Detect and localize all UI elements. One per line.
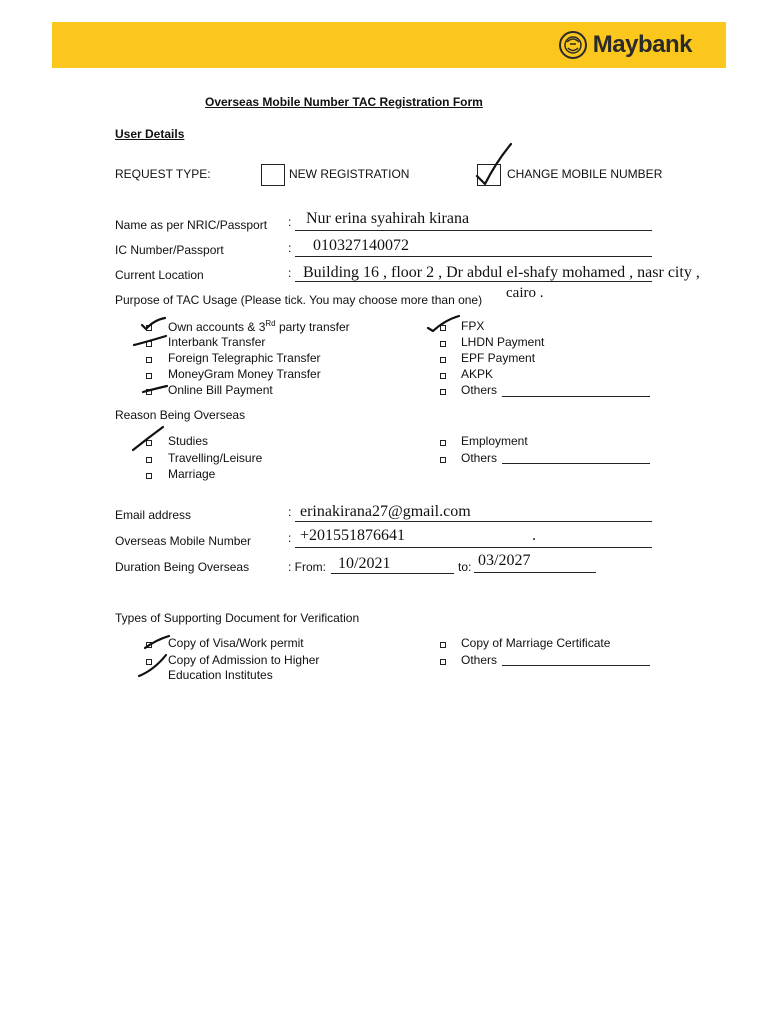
moneygram-checkbox[interactable] — [146, 373, 152, 379]
to-underline — [474, 572, 596, 573]
ic-colon: : — [288, 241, 292, 255]
admission-label-line1: Copy of Admission to Higher — [168, 653, 320, 667]
epf-label: EPF Payment — [461, 351, 536, 365]
name-label: Name as per NRIC/Passport — [115, 218, 268, 232]
purpose-others-underline — [502, 396, 650, 397]
change-mobile-label: CHANGE MOBILE NUMBER — [507, 167, 663, 181]
akpk-label: AKPK — [461, 367, 494, 381]
reason-others-underline — [502, 463, 650, 464]
new-registration-checkbox[interactable] — [261, 164, 285, 186]
mobile-label: Overseas Mobile Number — [115, 534, 252, 548]
location-value-line2: cairo . — [506, 285, 544, 301]
tiger-emblem-icon — [558, 30, 588, 60]
marriage-cert-checkbox[interactable] — [440, 642, 446, 648]
own-accounts-check-mark — [138, 316, 168, 332]
interbank-label: Interbank Transfer — [168, 335, 266, 349]
reason-others-checkbox[interactable] — [440, 457, 446, 463]
own-accounts-label: Own accounts & 3Rd party transfer — [168, 319, 350, 334]
location-colon: : — [288, 266, 292, 280]
ic-value: 010327140072 — [313, 237, 409, 254]
travelling-label: Travelling/Leisure — [168, 451, 263, 465]
foreign-tt-checkbox[interactable] — [146, 357, 152, 363]
location-value-line1: Building 16 , floor 2 , Dr abdul el-shafy mohamed , nasr city , — [303, 264, 700, 281]
duration-label: Duration Being Overseas — [115, 560, 250, 574]
brand-name: Maybank — [592, 31, 692, 58]
location-underline — [295, 281, 652, 282]
reason-label: Reason Being Overseas — [115, 408, 246, 422]
visa-check-mark — [142, 634, 172, 652]
to-value: 03/2027 — [478, 552, 531, 569]
name-underline — [295, 230, 652, 231]
ic-underline — [295, 256, 652, 257]
mobile-trail: . — [532, 527, 536, 544]
form-title: Overseas Mobile Number TAC Registration Form — [205, 95, 483, 109]
interbank-check-mark — [132, 334, 168, 348]
mobile-underline — [295, 547, 652, 548]
email-colon: : — [288, 505, 292, 519]
online-bill-label: Online Bill Payment — [168, 383, 273, 397]
name-value: Nur erina syahirah kirana — [306, 210, 470, 227]
email-label: Email address — [115, 508, 192, 522]
travelling-checkbox[interactable] — [146, 457, 152, 463]
from-label: : From: — [288, 560, 326, 574]
moneygram-label: MoneyGram Money Transfer — [168, 367, 321, 381]
marriage-label: Marriage — [168, 467, 216, 481]
reason-others-label: Others — [461, 451, 498, 465]
mobile-value: +201551876641 — [300, 527, 406, 544]
documents-others-label: Others — [461, 653, 498, 667]
admission-check-mark — [136, 652, 170, 680]
fpx-label: FPX — [461, 319, 485, 333]
epf-checkbox[interactable] — [440, 357, 446, 363]
header-banner — [52, 22, 726, 68]
ic-label: IC Number/Passport — [115, 243, 224, 257]
employment-label: Employment — [461, 434, 528, 448]
documents-others-checkbox[interactable] — [440, 659, 446, 665]
email-underline — [295, 521, 652, 522]
purpose-label: Purpose of TAC Usage (Please tick. You may choose more than one) — [115, 293, 483, 307]
studies-label: Studies — [168, 434, 209, 448]
to-label: to: — [458, 560, 472, 574]
email-value: erinakirana27@gmail.com — [300, 503, 471, 520]
fpx-check-mark — [425, 314, 461, 334]
purpose-others-label: Others — [461, 383, 498, 397]
from-underline — [331, 573, 454, 574]
admission-label-line2: Education Institutes — [168, 668, 273, 682]
new-registration-label: NEW REGISTRATION — [289, 167, 410, 181]
request-type-label: REQUEST TYPE: — [115, 167, 211, 181]
lhdn-checkbox[interactable] — [440, 341, 446, 347]
change-mobile-check-mark — [474, 140, 514, 188]
employment-checkbox[interactable] — [440, 440, 446, 446]
foreign-tt-label: Foreign Telegraphic Transfer — [168, 351, 321, 365]
akpk-checkbox[interactable] — [440, 373, 446, 379]
lhdn-label: LHDN Payment — [461, 335, 545, 349]
documents-label: Types of Supporting Document for Verification — [115, 611, 360, 625]
studies-check-mark — [130, 424, 166, 454]
visa-label: Copy of Visa/Work permit — [168, 636, 304, 650]
name-colon: : — [288, 215, 292, 229]
maybank-logo — [558, 30, 692, 60]
user-details-heading: User Details — [115, 127, 185, 141]
online-bill-check-mark — [140, 383, 170, 395]
documents-others-underline — [502, 665, 650, 666]
mobile-colon: : — [288, 531, 292, 545]
purpose-others-checkbox[interactable] — [440, 389, 446, 395]
location-label: Current Location — [115, 268, 204, 282]
from-value: 10/2021 — [338, 555, 391, 572]
marriage-checkbox[interactable] — [146, 473, 152, 479]
marriage-cert-label: Copy of Marriage Certificate — [461, 636, 611, 650]
